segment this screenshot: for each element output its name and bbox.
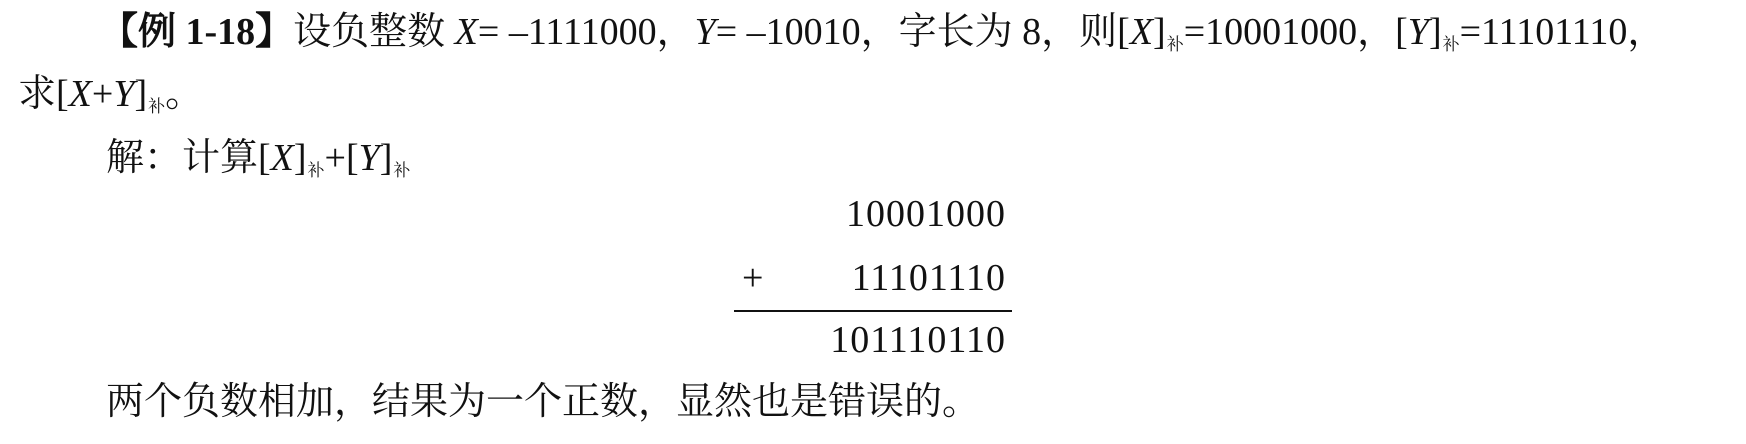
complement-subscript: 补 [393, 161, 411, 180]
conclusion-line: 两个负数相加，结果为一个正数，显然也是错误的。 [106, 381, 981, 423]
ask-text: 求[ [18, 73, 69, 115]
example-label: 【例 1-18】 [100, 11, 294, 53]
complement-subscript: 补 [307, 161, 325, 180]
var-x: X [454, 11, 478, 53]
bracket-close: ] [134, 73, 148, 115]
var-y-complement: Y [1407, 11, 1429, 53]
var-x: X [270, 137, 294, 179]
bracket-close: ] [379, 137, 393, 179]
sum-result: 101110110 [830, 319, 1006, 361]
period: 。 [165, 73, 204, 115]
solution-line [106, 134, 410, 195]
operand-2: 11101110 [851, 257, 1006, 299]
var-x-complement: X [1129, 11, 1154, 53]
var-y: Y [694, 11, 716, 53]
complement-subscript: 补 [1442, 35, 1460, 54]
bracket-close: ] [1153, 11, 1166, 53]
sum-rule-line [734, 310, 1012, 312]
example-statement-line-1 [100, 8, 1665, 69]
operand-1: 10001000 [846, 193, 1006, 235]
complement-subscript: 补 [148, 97, 166, 116]
var-x: X [68, 73, 92, 115]
var-y: Y [113, 73, 135, 115]
operator-plus: + [742, 257, 764, 299]
plus-bracket: +[ [324, 137, 359, 179]
text-intro: 设负整数 [293, 11, 455, 53]
y-value-wordlength: = –10010，字长为 8，则[ [715, 11, 1130, 53]
complement-subscript: 补 [1166, 35, 1184, 54]
example-statement-line-2 [18, 70, 203, 131]
plus-sign: + [91, 73, 114, 115]
solution-prefix: 解：计算[ [106, 137, 271, 179]
x-value: = –1111000， [477, 11, 695, 53]
binary-addition [720, 190, 1020, 370]
bracket-close: ] [1428, 11, 1442, 53]
y-complement-value: =11101110， [1459, 11, 1666, 53]
var-y: Y [358, 137, 380, 179]
x-complement-value: =10001000，[ [1183, 11, 1408, 53]
bracket-close: ] [293, 137, 307, 179]
